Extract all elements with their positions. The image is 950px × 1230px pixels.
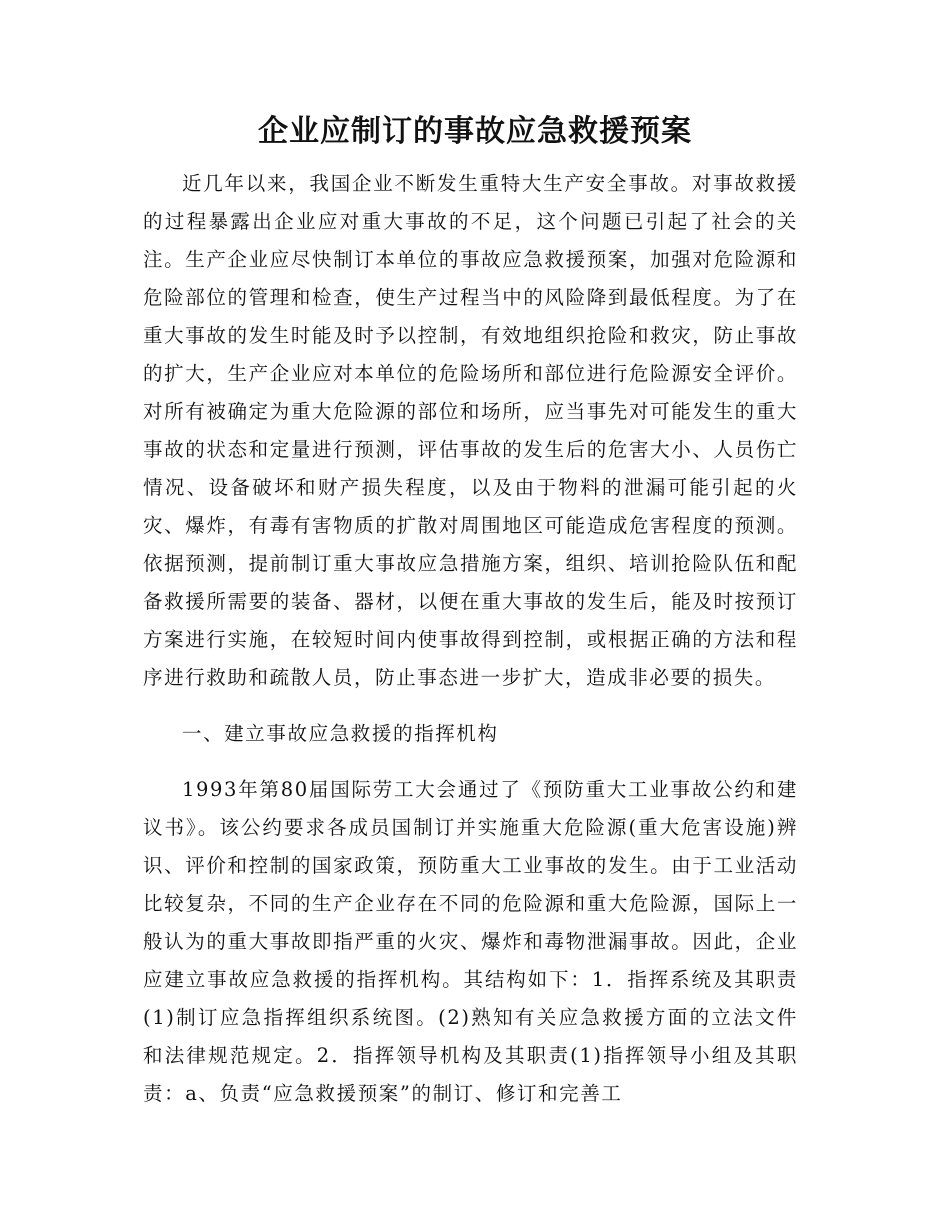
section-paragraph: 1993年第80届国际劳工大会通过了《预防重大工业事故公约和建议书》。该公约要求各成员国制订并实施重大危险源(重大危害设施)辨识、评价和控制的国家政策，预防重大工业事故的发生。由于工业活动比较复杂，不同的生产企业存在不同的危险源和重大危险源，国际上一般认为的重大事故即指严重的火灾、爆炸和毒物泄漏事故。因此，企业应建立事故应急救援的指挥机构。其结构如下：1．指挥系统及其职责(1)制订应急指挥组织系统图。(2)熟知有关应急救援方面的立法文件和法律规范规定。2．指挥领导机构及其职责(1)指挥领导小组及其职责：a、负责“应急救援预案”的制订、修订和完善工 bbox=[143, 778, 798, 1105]
intro-paragraph: 近几年以来，我国企业不断发生重特大生产安全事故。对事故救援的过程暴露出企业应对重大事故的不足，这个问题已引起了社会的关注。生产企业应尽快制订本单位的事故应急救援预案，加强对危险源和危险部位的管理和检查，使生产过程当中的风险降到最低程度。为了在重大事故的发生时能及时予以控制，有效地组织抢险和救灾，防止事故的扩大，生产企业应对本单位的危险场所和部位进行危险源安全评价。对所有被确定为重大危险源的部位和场所，应当事先对可能发生的重大事故的状态和定量进行预测，评估事故的发生后的危害大小、人员伤亡情况、设备破坏和财产损失程度，以及由于物料的泄漏可能引起的火灾、爆炸，有毒有害物质的扩散对周围地区可能造成危害程度的预测。依据预测，提前制订重大事故应急措施方案，组织、培训抢险队伍和配备救援所需要的装备、器材，以便在重大事故的发生后，能及时按预订方案进行实施，在较短时间内使事故得到控制，或根据正确的方法和程序进行救助和疏散人员，防止事态进一步扩大，造成非必要的损失。 bbox=[143, 172, 798, 689]
document-body bbox=[143, 165, 798, 1113]
section-heading: 一、建立事故应急救援的指挥机构 bbox=[182, 722, 499, 745]
document-title: 企业应制订的事故应急救援预案 bbox=[258, 114, 692, 149]
